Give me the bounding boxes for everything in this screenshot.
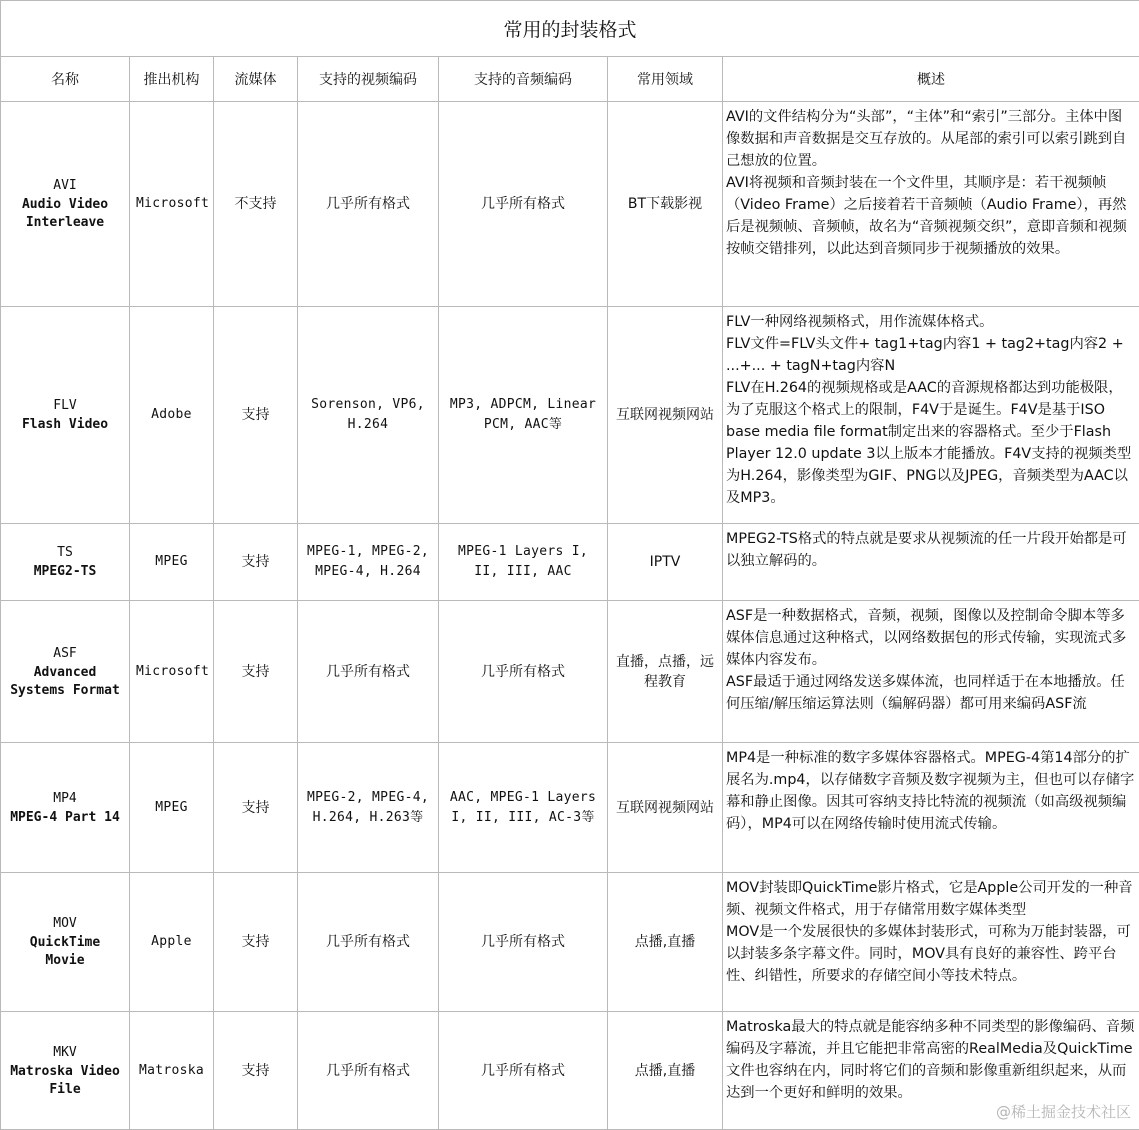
video-codec-cell: 几乎所有格式 [298,102,439,307]
streaming-cell: 支持 [214,307,298,524]
audio-codec-cell: MP3, ADPCM, Linear PCM, AAC等 [439,307,608,524]
table-title: 常用的封装格式 [1,1,1139,57]
format-full-name: Matroska Video File [10,1063,120,1097]
format-abbr: TS [57,545,73,560]
org-cell: Microsoft [130,601,214,743]
video-codec-cell: MPEG-1, MPEG-2, MPEG-4, H.264 [298,524,439,601]
header-org: 推出机构 [130,57,214,102]
header-video-codec: 支持的视频编码 [298,57,439,102]
format-full-name: QuickTime Movie [29,935,101,968]
field-cell: 点播,直播 [608,873,723,1012]
streaming-cell: 支持 [214,601,298,743]
table-row [1,743,1139,873]
header-audio-codec: 支持的音频编码 [439,57,608,102]
format-full-name: MPEG-4 Part 14 [10,809,120,825]
header-row [1,57,1139,102]
table-row [1,1012,1139,1130]
audio-codec-cell: MPEG-1 Layers I, II, III, AAC [439,524,608,601]
format-name-cell [1,307,130,524]
format-name-cell [1,1012,130,1130]
format-name-cell [1,524,130,601]
table-row [1,524,1139,601]
field-cell: 互联网视频网站 [608,743,723,873]
overview-cell [723,307,1139,524]
overview-paragraph: AVI的文件结构分为“头部”，“主体”和“索引”三部分。主体中图像数据和声音数据是交互存放的。从尾部的索引可以索引跳到自己想放的位置。 [726,109,1127,169]
org-cell: Microsoft [130,102,214,307]
table-row [1,873,1139,1012]
format-abbr: MOV [53,916,77,931]
header-name: 名称 [1,57,130,102]
format-full-name: Flash Video [21,417,109,432]
overview-paragraph: AVI将视频和音频封装在一个文件里，其顺序是：若干视频帧（Video Frame）之后接着若干音频帧（Audio Frame），再然后是视频帧、音频帧，故名为“音频视频交织”，意即音频和视频按帧交错排列，以此达到音频同步于视频播放的效果。 [726,175,1127,257]
header-streaming: 流媒体 [214,57,298,102]
video-codec-cell: MPEG-2, MPEG-4, H.264, H.263等 [298,743,439,873]
format-name-cell [1,743,130,873]
streaming-cell: 支持 [214,743,298,873]
field-cell: BT下载影视 [608,102,723,307]
header-overview: 概述 [723,57,1139,102]
audio-codec-cell: 几乎所有格式 [439,1012,608,1130]
overview-paragraph: Matroska最大的特点就是能容纳多种不同类型的影像编码、音频编码及字幕流，并且它能把非常高密的RealMedia及QuickTime文件也容纳在内，同时将它们的音频和影像重新组织起来，从而达到一个更好和鲜明的效果。 [726,1019,1135,1101]
format-abbr: MP4 [53,790,77,806]
streaming-cell: 支持 [214,524,298,601]
org-cell: Matroska [130,1012,214,1130]
overview-paragraph: FLV一种网络视频格式，用作流媒体格式。 [726,314,994,330]
audio-codec-cell: 几乎所有格式 [439,601,608,743]
field-cell: 互联网视频网站 [608,307,723,524]
format-name-cell [1,102,130,307]
overview-cell [723,601,1139,743]
streaming-cell: 不支持 [214,102,298,307]
overview-paragraph: MOV是一个发展很快的多媒体封装形式，可称为万能封装器，可以封装多条字幕文件。同时，MOV具有良好的兼容性、跨平台性、纠错性，所要求的存储空间小等技术特点。 [726,924,1131,984]
overview-cell [723,873,1139,1012]
org-cell: MPEG [130,743,214,873]
overview-cell [723,524,1139,601]
streaming-cell: 支持 [214,873,298,1012]
video-codec-cell: Sorenson, VP6, H.264 [298,307,439,524]
format-name-cell [1,601,130,743]
overview-cell [723,743,1139,873]
streaming-cell: 支持 [214,1012,298,1130]
org-cell: MPEG [130,524,214,601]
video-codec-cell: 几乎所有格式 [298,601,439,743]
format-abbr: FLV [53,398,77,413]
overview-paragraph: ASF最适于通过网络发送多媒体流，也同样适于在本地播放。任何压缩/解压缩运算法则（编解码器）都可用来编码ASF流 [726,674,1125,712]
audio-codec-cell: 几乎所有格式 [439,102,608,307]
overview-paragraph: MOV封装即QuickTime影片格式，它是Apple公司开发的一种音频、视频文件格式，用于存储常用数字媒体类型 [726,880,1133,918]
format-full-name: Advanced Systems Format [10,664,120,698]
video-codec-cell: 几乎所有格式 [298,873,439,1012]
overview-paragraph: FLV在H.264的视频规格或是AAC的音源规格都达到功能极限，为了克服这个格式上的限制，F4V于是诞生。F4V是基于ISO base media file format制定出来的容器格式。至少于Flash Player 12.0 update 3以上版本才能播放。F4V支持的视频类型为H.264，影像类型为GIF、PNG以及JPEG，音频类型为AAC以及MP3。 [726,380,1132,506]
format-abbr: AVI [53,178,77,193]
format-name-cell [1,873,130,1012]
field-cell: IPTV [608,524,723,601]
audio-codec-cell: 几乎所有格式 [439,873,608,1012]
org-cell: Apple [130,873,214,1012]
table-row [1,102,1139,307]
format-full-name: MPEG2-TS [33,564,97,579]
field-cell: 点播,直播 [608,1012,723,1130]
table-row [1,601,1139,743]
overview-cell [723,102,1139,307]
overview-paragraph: ASF是一种数据格式，音频，视频，图像以及控制命令脚本等多媒体信息通过这种格式，以网络数据包的形式传输，实现流式多媒体内容发布。 [726,608,1127,668]
field-cell: 直播，点播，远程教育 [608,601,723,743]
overview-paragraph: MPEG2-TS格式的特点就是要求从视频流的任一片段开始都是可以独立解码的。 [726,531,1127,569]
header-field: 常用领域 [608,57,723,102]
audio-codec-cell: AAC, MPEG-1 Layers I, II, III, AC-3等 [439,743,608,873]
org-cell: Adobe [130,307,214,524]
overview-paragraph: FLV文件=FLV头文件+ tag1+tag内容1 + tag2+tag内容2 + ...+... + tagN+tag内容N [726,336,1124,374]
overview-paragraph: MP4是一种标准的数字多媒体容器格式。MPEG-4第14部分的扩展名为.mp4，以存储数字音频及数字视频为主，但也可以存储字幕和静止图像。因其可容纳支持比特流的视频流（如高级视频编码），MP4可以在网络传输时使用流式传输。 [726,750,1135,832]
table-row [1,307,1139,524]
watermark: @稀土掘金技术社区 [995,1103,1131,1121]
format-abbr: MKV [53,1044,77,1060]
format-full-name: Audio Video Interleave [21,197,109,230]
video-codec-cell: 几乎所有格式 [298,1012,439,1130]
format-abbr: ASF [53,645,77,661]
